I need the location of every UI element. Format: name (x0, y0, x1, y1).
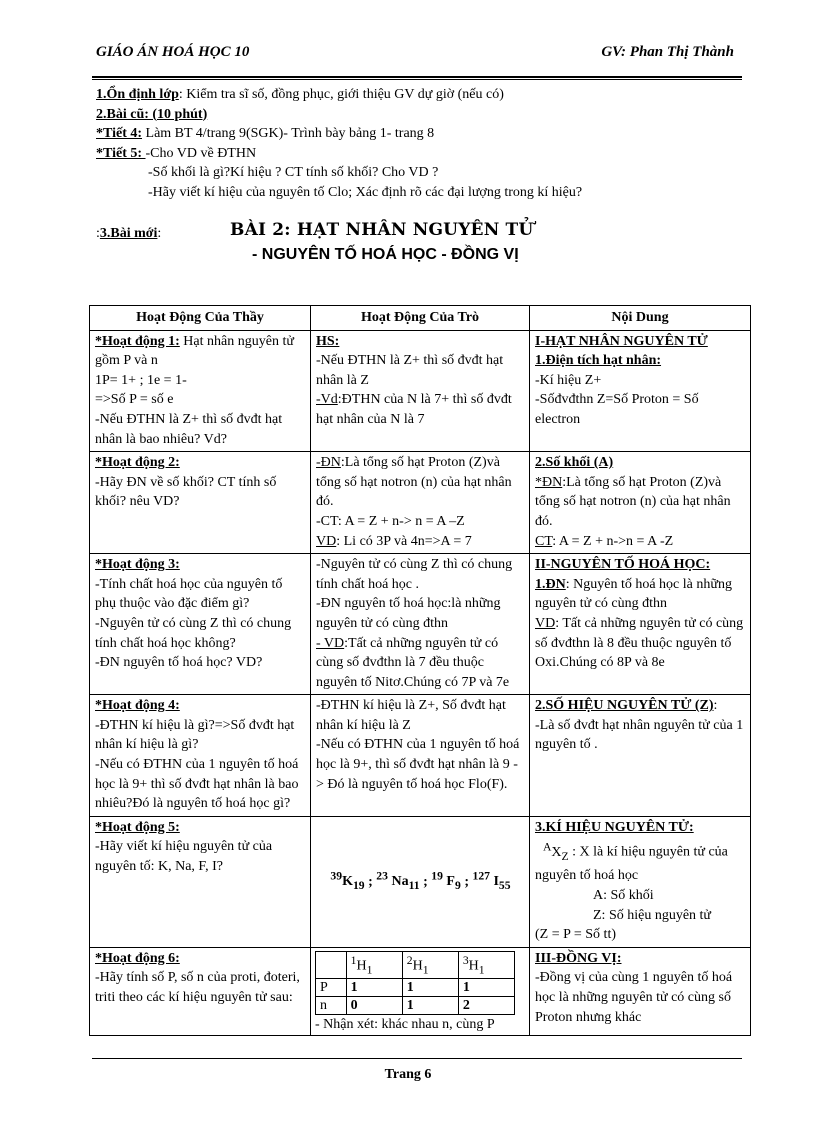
isotope-note: - Nhận xét: khác nhau n, cùng P (315, 1017, 495, 1033)
intro-line-1 (96, 85, 756, 105)
header-subject: GIÁO ÁN HOÁ HỌC 10 (96, 44, 250, 60)
intro-line-3 (96, 124, 756, 144)
content-cell: I-HẠT NHÂN NGUYÊN TỬ 1.Điện tích hạt nhân: -Kí hiệu Z+ -Sốđvđthn Z=Số Proton = Số electron (530, 330, 751, 452)
intro-line-5: -Số khối là gì?Kí hiệu ? CT tính số khối? Cho VD ? (148, 165, 439, 180)
content-cell: III-ĐỒNG VỊ: -Đồng vị của cùng 1 nguyên tố hoá học là những nguyên tử có cùng số Proton nhưng khác (530, 947, 751, 1035)
isotope-table (315, 951, 515, 1015)
footer-divider (92, 1058, 742, 1059)
student-cell: -Nguyên tử có cùng Z thì có chung tính chất hoá học . -ĐN nguyên tố hoá học:là những nguyên tử có cùng đthn - VD:Tất cả những nguyên tử có cùng số đvđthn là 7 đều thuộc nguyên tố Nitơ.Chúng có 7P và 7e (311, 554, 530, 695)
period4-label: *Tiết 4: (96, 126, 143, 141)
table-row (90, 947, 751, 1035)
content-cell: 2.SỐ HIỆU NGUYÊN TỬ (Z): -Là số đvđt hạt nhân nguyên tử của 1 nguyên tố . (530, 695, 751, 817)
stabilize-text: : Kiểm tra sĩ số, đồng phục, giới thiệu GV dự giờ (nếu có) (178, 87, 504, 102)
teacher-cell: *Hoạt động 3: -Tính chất hoá học của nguyên tố phụ thuộc vào đặc điểm gì? -Nguyên tử có cùng Z thì có chung tính chất hoá học không? -ĐN nguyên tố hoá học? VD? (90, 554, 311, 695)
teacher-cell: *Hoạt động 1: Hạt nhân nguyên tử gồm P và n 1P= 1+ ; 1e = 1- =>Số P = số e -Nếu ĐTHN là Z+ thì số đvđt hạt nhân là bao nhiêu? Vd? (90, 330, 311, 452)
activity-table (89, 305, 751, 1036)
new-lesson-label: :3.Bài mới: (96, 226, 162, 241)
content-cell: II-NGUYÊN TỐ HOÁ HỌC: 1.ĐN: Nguyên tố hoá học là những nguyên tử có cùng đthn VD: Tất cả những nguyên tử có cùng số đvđthn là 8 đều thuộc nguyên tố Oxi.Chúng có 8P và 8e (530, 554, 751, 695)
teacher-cell: *Hoạt động 6: -Hãy tính số P, số n của proti, đoteri, triti theo các kí hiệu nguyên tử sau: (90, 947, 311, 1035)
teacher-cell: *Hoạt động 2: -Hãy ĐN về số khối? CT tính số khối? nêu VD? (90, 452, 311, 554)
col-header-teacher: Hoạt Động Của Thầy (90, 306, 311, 331)
isotope-h2: $^2H_1$ (402, 951, 458, 978)
student-cell-symbols: $^{39}K_{19}$ ; $^{23}$ $Na_{11}$ ; $^{19}$ $F_9$ ; $^{127}$ $I_{55}$ (311, 816, 530, 947)
table-row (90, 452, 751, 554)
stabilize-label: 1.Ổn định lớp (96, 87, 179, 102)
col-header-content: Nội Dung (530, 306, 751, 331)
isotope-header-row (316, 951, 515, 978)
col-header-student: Hoạt Động Của Trò (311, 306, 530, 331)
intro-line-4 (96, 144, 756, 164)
student-cell: -ĐN:Là tổng số hạt Proton (Z)và tổng số hạt notron (n) của hạt nhân đó. -CT: A = Z + n-> n = A –Z VD: Li có 3P và 4n=>A = 7 (311, 452, 530, 554)
student-cell: HS: -Nếu ĐTHN là Z+ thì số đvđt hạt nhân là Z -Vd:ĐTHN của N là 7+ thì số đvđt hạt nhân của N là 7 (311, 330, 530, 452)
old-lesson-label: 2.Bài cũ: (10 phút) (96, 106, 208, 122)
isotope-h1: $^1H_1$ (346, 951, 402, 978)
table-header-row (90, 306, 751, 331)
symbol-f: $^{19}$ $F_9$ (431, 869, 461, 893)
intro-line-2 (96, 105, 756, 125)
symbol-i: $^{127}$ $I_{55}$ (472, 869, 511, 893)
intro-section (96, 85, 756, 202)
content-cell: 2.Số khối (A) *ĐN:Là tổng số hạt Proton (Z)và tổng số hạt notron (n) của hạt nhân đó. CT: A = Z + n->n = A -Z (530, 452, 751, 554)
isotope-row-n: n 0 1 2 (316, 997, 515, 1015)
student-cell (311, 947, 530, 1035)
content-cell: 3.KÍ HIỆU NGUYÊN TỬ: $^AX_Z$ : X là kí hiệu nguyên tử của nguyên tố hoá học A: Số khối Z: Số hiệu nguyên tử (Z = P = Số tt) (530, 816, 751, 947)
isotope-row-p: P 1 1 1 (316, 979, 515, 997)
table-row (90, 554, 751, 695)
symbol-k: $^{39}K_{19}$ (330, 869, 365, 893)
table-row (90, 695, 751, 817)
intro-line-6: -Hãy viết kí hiệu của nguyên tố Clo; Xác định rõ các đại lượng trong kí hiệu? (148, 184, 583, 200)
isotope-h3: $^3H_1$ (458, 951, 514, 978)
period4-text: Làm BT 4/trang 9(SGK)- Trình bày bảng 1- trang 8 (142, 126, 435, 141)
teacher-cell: *Hoạt động 5: -Hãy viết kí hiệu nguyên tử của nguyên tố: K, Na, F, I? (90, 816, 311, 947)
page-number: Trang 6 (384, 1067, 432, 1082)
lesson-subtitle: - NGUYÊN TỐ HOÁ HỌC - ĐỒNG VỊ (252, 246, 519, 263)
table-row (90, 330, 751, 452)
generic-symbol: $^AX_Z$ (543, 840, 569, 863)
lesson-title: BÀI 2: HẠT NHÂN NGUYÊN TỬ (230, 220, 534, 240)
header-teacher: GV: Phan Thị Thành (601, 44, 734, 60)
period5-label: *Tiết 5: (96, 145, 146, 161)
student-cell: -ĐTHN kí hiệu là Z+, Số đvđt hạt nhân kí hiệu là Z -Nếu có ĐTHN của 1 nguyên tố hoá học là 9+, thì số đvđt hạt nhân là 9 - > Đó là nguyên tố hoá học Flo(F). (311, 695, 530, 817)
symbol-na: $^{23}$ $Na_{11}$ (376, 869, 420, 893)
table-row (90, 816, 751, 947)
teacher-cell: *Hoạt động 4: -ĐTHN kí hiệu là gì?=>Số đvđt hạt nhân kí hiệu là gì? -Nếu có ĐTHN của 1 nguyên tố hoá học là 9+ thì số đvđt hạt nhân là bao nhiêu?Đó là nguyên tố hoá học gì? (90, 695, 311, 817)
period5-text: -Cho VD về ĐTHN (145, 145, 257, 161)
header-divider (92, 76, 742, 80)
